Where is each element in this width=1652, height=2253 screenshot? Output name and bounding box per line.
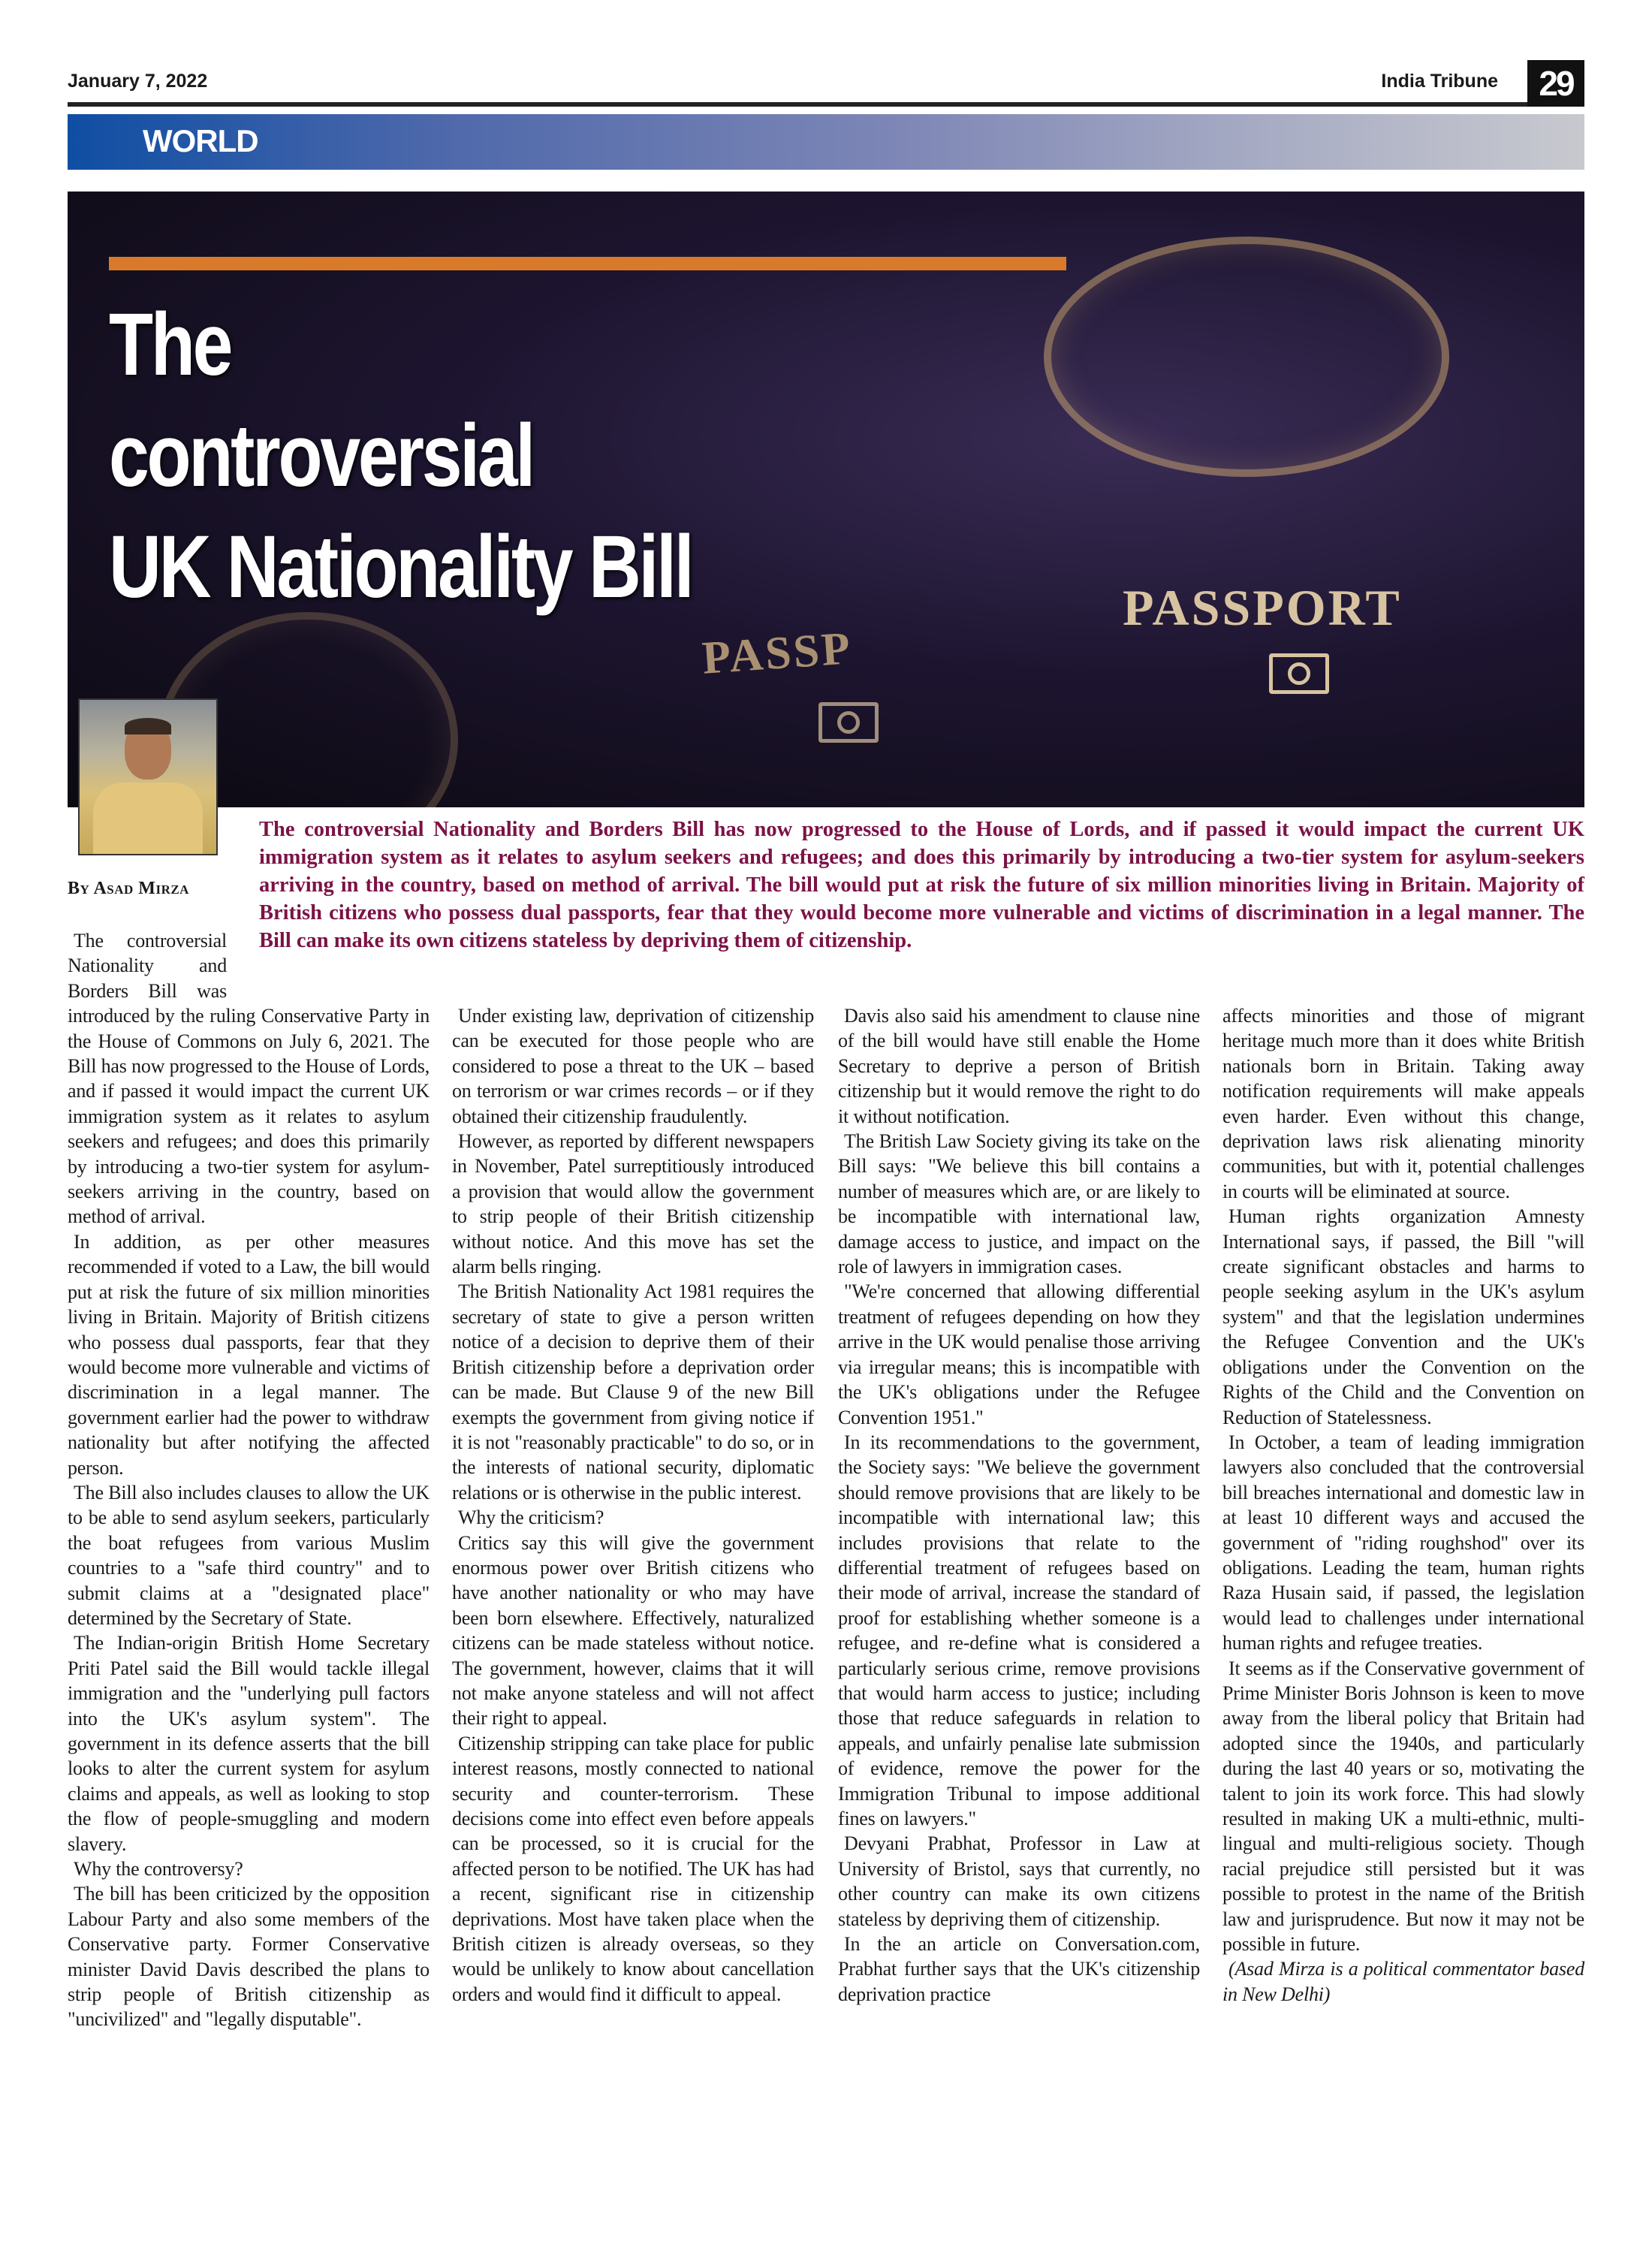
- paragraph: However, as reported by different newspapers in November, Patel surreptitiously introduced a provision that would allow the government to strip people of their British citizenship without notice. And this move has set the alarm bells ringing.: [452, 1130, 814, 1278]
- paragraph: affects minorities and those of migrant heritage much more than it does white British nationals born in Britain. Taking away notification requirements will make appeals even harder. Even without this change, deprivation laws risk alienating minority communities, but with it, potential challenges in courts will be eliminated at source.: [1222, 1005, 1584, 1202]
- passport-text-left: PASSP: [700, 623, 854, 684]
- subheading: Why the criticism?: [458, 1507, 604, 1529]
- paragraph: The bill has been criticized by the opposition Labour Party and also some members of the Conservative party. Former Conservative minister David Davis described the plans to strip people of British citizenship as "uncivilized" and "legally disputable".: [68, 1883, 430, 2031]
- publication-name: India Tribune: [1381, 71, 1498, 92]
- page-number: 29: [1527, 60, 1584, 107]
- section-label: WORLD: [143, 123, 258, 158]
- headline-line: The: [109, 295, 231, 394]
- paragraph: The Bill also includes clauses to allow the UK to be able to send asylum seekers, particularly the boat refugees from various Muslim countries to a "safe third country" and to submit claims at a "designated place" determined by the Secretary of State.: [68, 1481, 430, 1629]
- paragraph: Davis also said his amendment to clause nine of the bill would have still enable the Home Secretary to deprive a person of British citizenship but it would remove the right to do it without notification.: [838, 1005, 1200, 1127]
- biometric-icon-left: [818, 702, 879, 743]
- headline-accent-bar: [109, 257, 1066, 270]
- article-column-3: [838, 1003, 1200, 2007]
- article-column-1: [68, 928, 430, 2032]
- article-column-2: [452, 1003, 814, 2007]
- header-rule: [68, 102, 1527, 107]
- article-column-4: [1222, 1003, 1584, 2007]
- headline: [109, 289, 692, 623]
- paragraph: Under existing law, deprivation of citizenship can be executed for those people who are considered to pose a threat to the UK – based on terrorism or war crimes records – or if they obtained their citizenship fraudulently.: [452, 1005, 814, 1127]
- paragraph: The controversial Nationality and Borders Bill was introduced by the ruling Conservative Party in the House of Commons on July 6, 2021. The Bill has now progressed to the House of Lords, and if passed it would impact the current UK immigration system as it relates to asylum seekers and refugees; and does this primarily by introducing a two-tier system for asylum-seekers arriving in the country, based on method of arrival.: [68, 930, 430, 1228]
- passport-crest-right: [1044, 237, 1449, 477]
- article-lede: The controversial Nationality and Borders Bill has now progressed to the House of Lords, and if passed it would impact the current UK immigration system as it relates to asylum seekers and refugees; and does this primarily by introducing a two-tier system for asylum-seekers arriving in the country, based on method of arrival. The bill would put at risk the future of six million minorities living in Britain. Majority of British citizens who possess dual passports, fear that they would become more vulnerable and victims of discrimination in a legal manner. The Bill can make its own citizens stateless by depriving them of citizenship.: [259, 818, 1584, 952]
- author-credit: (Asad Mirza is a political commentator based in New Delhi): [1222, 1958, 1584, 2005]
- paragraph: It seems as if the Conservative government of Prime Minister Boris Johnson is keen to move away from the liberal policy that Britain had adopted since the 1940s, and particularly during the last 40 years or so, motivating the talent to join its work force. This had slowly resulted in making UK a multi-ethnic, multi-lingual and multi-religious society. Though racial prejudice still persisted but it was possible to protest in the name of the British law and jurisprudence. But now it may not be possible in future.: [1222, 1657, 1584, 1956]
- paragraph: In addition, as per other measures recommended if voted to a Law, the bill would put at risk the future of six million minorities living in Britain. Majority of British citizens who possess dual passports, fear that they would become more vulnerable and victims of discrimination in a legal manner. The government earlier had the power to withdraw nationality but after notifying the affected person.: [68, 1230, 430, 1479]
- headline-line: UK Nationality Bill: [109, 517, 692, 617]
- paragraph: In the an article on Conversation.com, Prabhat further says that the UK's citizenship deprivation practice: [838, 1933, 1200, 2005]
- paragraph: Devyani Prabhat, Professor in Law at University of Bristol, says that currently, no other country can make its own citizens stateless by depriving them of citizenship.: [838, 1832, 1200, 1930]
- paragraph: In October, a team of leading immigration lawyers also concluded that the controversial bill breaches international and domestic law in at least 10 different ways and accused the government of "riding roughshod" over its obligations. Leading the team, human rights Raza Husain said, if passed, the legislation would lead to challenges under international human rights and refugee treaties.: [1222, 1431, 1584, 1654]
- subheading: Why the controversy?: [74, 1858, 243, 1881]
- author-photo: [78, 698, 218, 855]
- byline: By Asad Mirza: [68, 879, 189, 898]
- headline-line: controversial: [109, 406, 534, 505]
- section-banner: [68, 114, 1584, 170]
- paragraph: The British Nationality Act 1981 requires the secretary of state to give a person written notice of a decision to deprive them of their British citizenship before a deprivation order can be made. But Clause 9 of the new Bill exempts the government from giving notice if it is not "reasonably practicable" to do so, or in the interests of national security, diplomatic relations or is otherwise in the public interest.: [452, 1280, 814, 1504]
- paragraph: The British Law Society giving its take on the Bill says: "We believe this bill contains a number of measures which are, or are likely to be incompatible with international law, damage access to justice, and impact on the role of lawyers in immigration cases.: [838, 1130, 1200, 1278]
- paragraph: Citizenship stripping can take place for public interest reasons, mostly connected to national security and counter-terrorism. These decisions come into effect even before appeals can be processed, so it is crucial for the affected person to be notified. The UK has had a recent, significant rise in citizenship deprivations. Most have taken place when the British citizen is already overseas, so they would be unlikely to know about cancellation orders and would find it difficult to appeal.: [452, 1732, 814, 2005]
- paragraph: In its recommendations to the government, the Society says: "We believe the government should remove provisions that are likely to be incompatible with international law; this includes provisions that relate to the differential treatment of refugees based on their mode of arrival, increase the standard of proof for establishing whether someone is a refugee, and re-define what is considered a particularly serious crime, remove provisions that would harm access to justice; including those that reduce safeguards in relation to appeals, and unfairly penalise late submission of evidence, remove the power for the Immigration Tribunal to impose additional fines on lawyers.": [838, 1431, 1200, 1829]
- paragraph: Human rights organization Amnesty International says, if passed, the Bill "will create significant obstacles and harms to people seeking asylum in the UK's asylum system" and that the legislation undermines the Refugee Convention and the UK's obligations under the Convention on the Rights of the Child and the Convention on Reduction of Statelessness.: [1222, 1205, 1584, 1428]
- paragraph: "We're concerned that allowing differential treatment of refugees depending on how they arrive in the UK would penalise those arriving via irregular means; this is incompatible with the UK's obligations under the Refugee Convention 1951.": [838, 1280, 1200, 1428]
- paragraph: Critics say this will give the government enormous power over British citizens who have another nationality or who may have been born elsewhere. Effectively, naturalized citizens can be made stateless without notice. The government, however, claims that it will not make anyone stateless and will not affect their right to appeal.: [452, 1531, 814, 1730]
- passport-text-right: PASSPORT: [1123, 579, 1402, 636]
- issue-date: January 7, 2022: [68, 71, 208, 92]
- paragraph: The Indian-origin British Home Secretary Priti Patel said the Bill would tackle illegal immigration and the "underlying pull factors into the UK's asylum system". The government in its defence asserts that the bill looks to alter the current system for asylum claims and appeals, as well as looking to stop the flow of people-smuggling and modern slavery.: [68, 1632, 430, 1855]
- biometric-icon: [1269, 653, 1329, 694]
